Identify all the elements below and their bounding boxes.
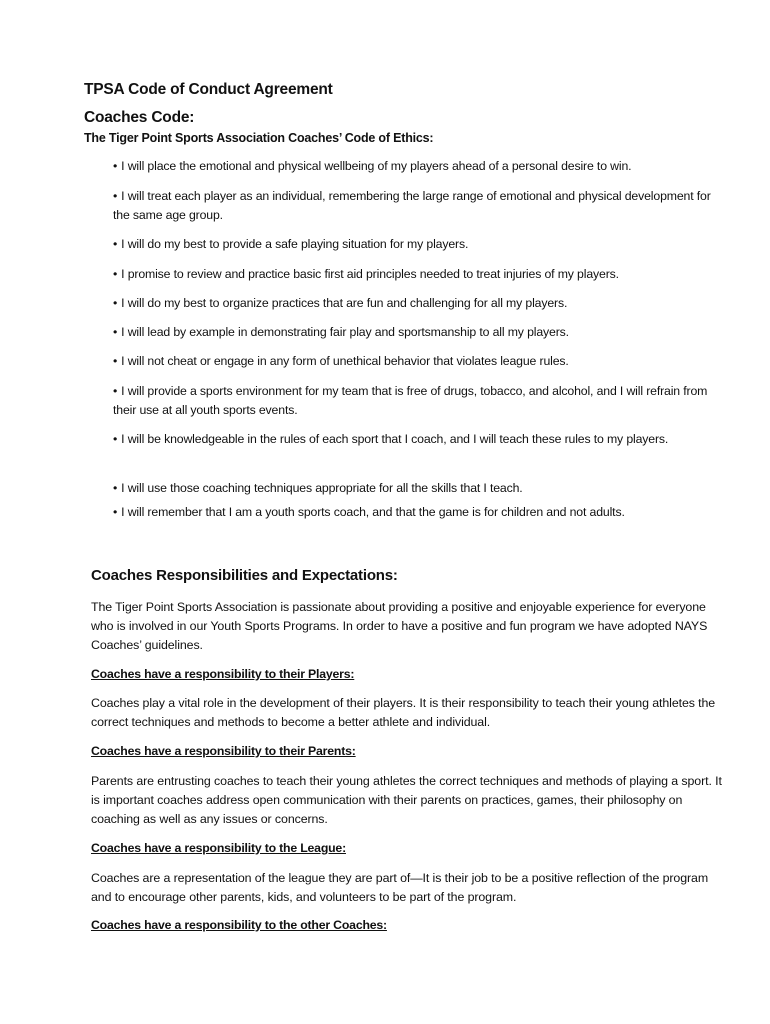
responsibilities-heading: Coaches Responsibilities and Expectations:	[91, 567, 398, 584]
code-item-text: I promise to review and practice basic first aid principles needed to treat injuries of my players.	[121, 267, 619, 281]
code-item	[113, 503, 723, 522]
code-item-text: I will treat each player as an individual, remembering the large range of emotional and physical development for the same age group.	[113, 189, 711, 222]
responsibilities-intro: The Tiger Point Sports Association is passionate about providing a positive and enjoyable experience for everyone who is involved in our Youth Sports Programs. In order to have a positive and fun program we have adopted NAYS Coaches’ guidelines.	[91, 600, 708, 652]
bullet-icon: •	[113, 481, 118, 495]
bullet-icon: •	[113, 505, 118, 519]
code-item-text: I will not cheat or engage in any form of unethical behavior that violates league rules.	[121, 354, 569, 368]
bullet-icon: •	[113, 267, 118, 281]
bullet-icon: •	[113, 432, 118, 446]
code-item-text: I will use those coaching techniques appropriate for all the skills that I teach.	[121, 481, 523, 495]
league-text: Coaches are a representation of the league they are part of—It is their job to be a positive reflection of the program and to encourage other parents, kids, and volunteers to be part of the program.	[91, 871, 709, 904]
league-heading: Coaches have a responsibility to the League:	[91, 841, 346, 855]
parents-text: Parents are entrusting coaches to teach their young athletes the correct techniques and methods of playing a sport. It is important coaches address open communication with their parents on practices, games, their philosophy on coaching as well as any issues or concerns.	[91, 774, 722, 826]
players-heading: Coaches have a responsibility to their Players:	[91, 667, 355, 681]
ethics-subtitle: The Tiger Point Sports Association Coaches’ Code of Ethics:	[84, 131, 434, 145]
players-text: Coaches play a vital role in the development of their players. It is their responsibility to teach their young athletes the correct techniques and methods to become a better athlete and individual.	[91, 696, 716, 729]
bullet-icon: •	[113, 354, 118, 368]
code-item	[113, 323, 723, 342]
code-item	[113, 430, 723, 449]
parents-heading: Coaches have a responsibility to their Parents:	[91, 744, 356, 758]
code-item	[113, 187, 723, 225]
code-item	[113, 352, 723, 371]
code-item-text: I will remember that I am a youth sports coach, and that the game is for children and not adults.	[121, 505, 625, 519]
code-item	[113, 382, 723, 420]
code-item-text: I will place the emotional and physical wellbeing of my players ahead of a personal desire to win.	[121, 159, 632, 173]
code-item	[113, 265, 723, 284]
bullet-icon: •	[113, 325, 118, 339]
document-title: TPSA Code of Conduct Agreement	[84, 81, 333, 98]
bullet-icon: •	[113, 237, 118, 251]
code-item-text: I will lead by example in demonstrating fair play and sportsmanship to all my players.	[121, 325, 569, 339]
code-item	[113, 157, 723, 176]
code-item-text: I will do my best to organize practices that are fun and challenging for all my players.	[121, 296, 568, 310]
bullet-icon: •	[113, 384, 118, 398]
code-item-text: I will do my best to provide a safe playing situation for my players.	[121, 237, 469, 251]
bullet-icon: •	[113, 296, 118, 310]
other-coaches-heading: Coaches have a responsibility to the other Coaches:	[91, 918, 387, 932]
code-item-text: I will be knowledgeable in the rules of each sport that I coach, and I will teach these rules to my players.	[121, 432, 669, 446]
code-item	[113, 294, 723, 313]
code-item-text: I will provide a sports environment for my team that is free of drugs, tobacco, and alcohol, and I will refrain from their use at all youth sports events.	[113, 384, 708, 417]
bullet-icon: •	[113, 159, 118, 173]
code-item	[113, 479, 723, 498]
coaches-code-heading: Coaches Code:	[84, 109, 195, 126]
bullet-icon: •	[113, 189, 118, 203]
code-item	[113, 235, 723, 254]
